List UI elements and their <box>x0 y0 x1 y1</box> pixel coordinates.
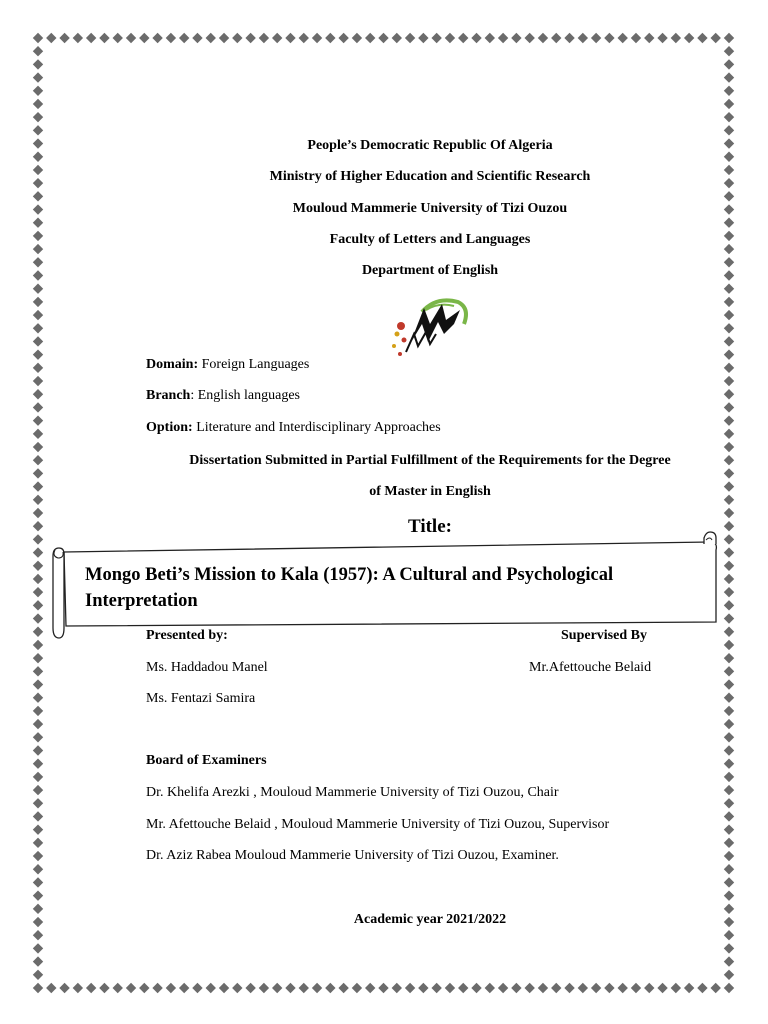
border-diamond <box>232 983 242 993</box>
border-diamond <box>179 33 189 43</box>
dissertation-line-2: of Master in English <box>369 484 491 499</box>
border-diamond <box>392 983 402 993</box>
board-member: Dr. Aziz Rabea Mouloud Mammerie University of Tizi Ouzou, Examiner. <box>146 848 559 863</box>
border-diamond <box>259 983 269 993</box>
border-diamond <box>724 745 734 755</box>
domain-line <box>146 357 309 373</box>
dissertation-title: Mongo Beti’s Mission to Kala (1957): A Cultural and Psychological Interpretation <box>85 565 614 611</box>
border-diamond <box>33 310 43 320</box>
border-diamond <box>724 468 734 478</box>
border-diamond <box>724 785 734 795</box>
border-diamond <box>33 402 43 412</box>
border-diamond <box>33 838 43 848</box>
border-diamond <box>471 983 481 993</box>
border-diamond <box>458 33 468 43</box>
border-diamond <box>33 33 43 43</box>
border-diamond <box>724 389 734 399</box>
branch-label: Branch <box>146 388 191 403</box>
border-diamond <box>312 33 322 43</box>
border-diamond <box>724 310 734 320</box>
border-diamond <box>724 574 734 584</box>
border-diamond <box>299 33 309 43</box>
board-label: Board of Examiners <box>146 753 267 768</box>
presenter-name: Ms. Haddadou Manel <box>146 660 268 675</box>
border-diamond <box>152 983 162 993</box>
border-diamond <box>113 983 123 993</box>
border-diamond <box>445 983 455 993</box>
border-diamond <box>33 877 43 887</box>
border-diamond <box>33 283 43 293</box>
border-diamond <box>392 33 402 43</box>
border-diamond <box>644 983 654 993</box>
border-diamond <box>405 983 415 993</box>
border-diamond <box>33 468 43 478</box>
border-diamond <box>724 679 734 689</box>
border-diamond <box>192 33 202 43</box>
border-diamond <box>338 33 348 43</box>
border-diamond <box>33 983 43 993</box>
border-diamond <box>684 33 694 43</box>
border-diamond <box>724 613 734 623</box>
title-label: Title: <box>408 516 452 537</box>
border-diamond <box>724 363 734 373</box>
border-diamond <box>33 811 43 821</box>
border-diamond <box>724 890 734 900</box>
border-diamond <box>604 983 614 993</box>
branch-line <box>146 388 300 404</box>
border-diamond <box>724 218 734 228</box>
border-diamond <box>33 666 43 676</box>
border-diamond <box>219 33 229 43</box>
border-diamond <box>724 983 734 993</box>
border-diamond <box>405 33 415 43</box>
border-diamond <box>724 851 734 861</box>
border-diamond <box>724 99 734 109</box>
academic-year: Academic year 2021/2022 <box>353 912 507 927</box>
border-diamond <box>564 983 574 993</box>
border-diamond <box>538 983 548 993</box>
border-diamond <box>99 983 109 993</box>
border-diamond <box>431 33 441 43</box>
border-diamond <box>33 112 43 122</box>
border-diamond <box>33 732 43 742</box>
border-diamond <box>724 627 734 637</box>
border-diamond <box>33 956 43 966</box>
border-diamond <box>418 33 428 43</box>
border-diamond <box>724 719 734 729</box>
border-diamond <box>724 732 734 742</box>
border-diamond <box>259 33 269 43</box>
border-diamond <box>285 983 295 993</box>
border-diamond <box>724 297 734 307</box>
border-diamond <box>538 33 548 43</box>
border-diamond <box>86 983 96 993</box>
border-diamond <box>724 706 734 716</box>
border-diamond <box>551 983 561 993</box>
border-diamond <box>724 46 734 56</box>
border-diamond <box>631 33 641 43</box>
border-diamond <box>724 125 734 135</box>
border-diamond <box>206 33 216 43</box>
border-diamond <box>33 349 43 359</box>
border-diamond <box>33 930 43 940</box>
border-diamond <box>33 613 43 623</box>
border-diamond <box>33 693 43 703</box>
border-diamond <box>724 191 734 201</box>
border-diamond <box>272 33 282 43</box>
border-diamond <box>352 33 362 43</box>
border-diamond <box>33 587 43 597</box>
border-diamond <box>33 798 43 808</box>
border-diamond <box>485 983 495 993</box>
border-diamond <box>33 363 43 373</box>
border-diamond <box>697 33 707 43</box>
border-diamond <box>33 653 43 663</box>
border-diamond <box>113 33 123 43</box>
supervised-by-label: Supervised By <box>561 628 647 643</box>
border-diamond <box>33 970 43 980</box>
border-diamond <box>33 191 43 201</box>
border-diamond <box>724 112 734 122</box>
border-diamond <box>551 33 561 43</box>
border-diamond <box>352 983 362 993</box>
border-diamond <box>73 983 83 993</box>
border-diamond <box>657 983 667 993</box>
border-diamond <box>126 33 136 43</box>
border-diamond <box>299 983 309 993</box>
country-heading: People’s Democratic Republic Of Algeria <box>307 138 553 153</box>
border-diamond <box>724 336 734 346</box>
border-diamond <box>33 824 43 834</box>
board-member: Dr. Khelifa Arezki , Mouloud Mammerie University of Tizi Ouzou, Chair <box>146 785 559 800</box>
domain-value: Foreign Languages <box>201 357 310 372</box>
border-diamond <box>378 33 388 43</box>
border-diamond <box>192 983 202 993</box>
border-diamond <box>33 442 43 452</box>
border-diamond <box>631 983 641 993</box>
border-diamond <box>724 402 734 412</box>
border-diamond <box>219 983 229 993</box>
border-diamond <box>33 758 43 768</box>
border-diamond <box>724 877 734 887</box>
border-diamond <box>724 758 734 768</box>
border-diamond <box>272 983 282 993</box>
border-diamond <box>33 745 43 755</box>
border-diamond <box>724 587 734 597</box>
border-diamond <box>591 983 601 993</box>
border-diamond <box>33 851 43 861</box>
domain-label: Domain: <box>146 357 199 372</box>
border-diamond <box>139 33 149 43</box>
border-diamond <box>724 666 734 676</box>
option-line <box>146 420 441 436</box>
border-diamond <box>697 983 707 993</box>
border-diamond <box>33 218 43 228</box>
border-diamond <box>166 33 176 43</box>
border-diamond <box>33 640 43 650</box>
border-diamond <box>724 772 734 782</box>
border-diamond <box>206 983 216 993</box>
border-diamond <box>485 33 495 43</box>
border-diamond <box>724 349 734 359</box>
border-diamond <box>724 59 734 69</box>
border-diamond <box>232 33 242 43</box>
border-diamond <box>152 33 162 43</box>
border-diamond <box>338 983 348 993</box>
border-diamond <box>126 983 136 993</box>
option-value: Literature and Interdisciplinary Approaches <box>196 420 441 435</box>
border-diamond <box>33 600 43 610</box>
branch-value: : English languages <box>190 388 300 403</box>
border-diamond <box>724 970 734 980</box>
border-diamond <box>33 574 43 584</box>
border-diamond <box>245 983 255 993</box>
faculty-heading: Faculty of Letters and Languages <box>329 232 531 247</box>
border-diamond <box>724 824 734 834</box>
border-diamond <box>711 33 721 43</box>
border-diamond <box>617 33 627 43</box>
border-diamond <box>285 33 295 43</box>
border-diamond <box>724 838 734 848</box>
border-diamond <box>458 983 468 993</box>
border-diamond <box>33 943 43 953</box>
border-diamond <box>33 99 43 109</box>
border-diamond <box>33 46 43 56</box>
border-diamond <box>511 33 521 43</box>
border-diamond <box>33 72 43 82</box>
border-diamond <box>724 693 734 703</box>
border-diamond <box>33 706 43 716</box>
border-diamond <box>724 283 734 293</box>
border-diamond <box>724 956 734 966</box>
border-diamond <box>724 640 734 650</box>
border-diamond <box>33 561 43 571</box>
border-diamond <box>724 86 734 96</box>
border-diamond <box>33 376 43 386</box>
ministry-heading: Ministry of Higher Education and Scientific Research <box>269 169 591 184</box>
border-diamond <box>33 547 43 557</box>
border-diamond <box>724 930 734 940</box>
border-diamond <box>33 864 43 874</box>
border-diamond <box>245 33 255 43</box>
border-diamond <box>724 323 734 333</box>
border-diamond <box>671 33 681 43</box>
border-diamond <box>724 72 734 82</box>
border-diamond <box>524 33 534 43</box>
border-diamond <box>33 627 43 637</box>
border-diamond <box>59 983 69 993</box>
border-diamond <box>33 125 43 135</box>
university-heading: Mouloud Mammerie University of Tizi Ouzou <box>292 201 568 216</box>
dissertation-line-1: Dissertation Submitted in Partial Fulfillment of the Requirements for the Degree <box>189 453 671 468</box>
border-diamond <box>671 983 681 993</box>
border-diamond <box>724 547 734 557</box>
border-diamond <box>644 33 654 43</box>
border-diamond <box>578 33 588 43</box>
border-diamond <box>46 33 56 43</box>
border-diamond <box>431 983 441 993</box>
border-diamond <box>724 561 734 571</box>
border-diamond <box>325 983 335 993</box>
border-diamond <box>684 983 694 993</box>
border-diamond <box>445 33 455 43</box>
border-diamond <box>604 33 614 43</box>
presented-by-label: Presented by: <box>146 628 228 643</box>
border-diamond <box>59 33 69 43</box>
border-diamond <box>724 864 734 874</box>
border-diamond <box>578 983 588 993</box>
border-diamond <box>46 983 56 993</box>
presenter-name: Ms. Fentazi Samira <box>146 691 256 706</box>
border-diamond <box>471 33 481 43</box>
border-diamond <box>99 33 109 43</box>
border-diamond <box>33 719 43 729</box>
border-diamond <box>86 33 96 43</box>
border-diamond <box>33 297 43 307</box>
university-logo <box>384 294 474 364</box>
border-diamond <box>724 376 734 386</box>
border-diamond <box>591 33 601 43</box>
supervisor-name: Mr.Afettouche Belaid <box>529 660 652 675</box>
border-diamond <box>724 429 734 439</box>
border-diamond <box>33 415 43 425</box>
border-diamond <box>724 600 734 610</box>
border-diamond <box>166 983 176 993</box>
border-diamond <box>617 983 627 993</box>
border-diamond <box>33 785 43 795</box>
border-diamond <box>312 983 322 993</box>
border-diamond <box>33 86 43 96</box>
border-diamond <box>724 653 734 663</box>
border-diamond <box>724 798 734 808</box>
border-diamond <box>73 33 83 43</box>
border-diamond <box>724 943 734 953</box>
border-diamond <box>33 336 43 346</box>
border-diamond <box>33 772 43 782</box>
border-diamond <box>724 811 734 821</box>
border-diamond <box>724 415 734 425</box>
border-diamond <box>33 679 43 689</box>
border-diamond <box>33 890 43 900</box>
border-diamond <box>418 983 428 993</box>
border-diamond <box>33 429 43 439</box>
border-diamond <box>33 323 43 333</box>
department-heading: Department of English <box>361 263 499 278</box>
border-diamond <box>724 442 734 452</box>
option-label: Option: <box>146 420 193 435</box>
border-diamond <box>33 389 43 399</box>
border-diamond <box>511 983 521 993</box>
border-diamond <box>498 983 508 993</box>
border-diamond <box>365 33 375 43</box>
border-diamond <box>711 983 721 993</box>
border-diamond <box>378 983 388 993</box>
border-diamond <box>33 59 43 69</box>
border-diamond <box>498 33 508 43</box>
border-diamond <box>365 983 375 993</box>
border-diamond <box>179 983 189 993</box>
border-diamond <box>564 33 574 43</box>
border-diamond <box>524 983 534 993</box>
border-diamond <box>657 33 667 43</box>
border-diamond <box>325 33 335 43</box>
board-member: Mr. Afettouche Belaid , Mouloud Mammerie University of Tizi Ouzou, Supervisor <box>146 817 610 832</box>
border-diamond <box>724 33 734 43</box>
border-diamond <box>139 983 149 993</box>
